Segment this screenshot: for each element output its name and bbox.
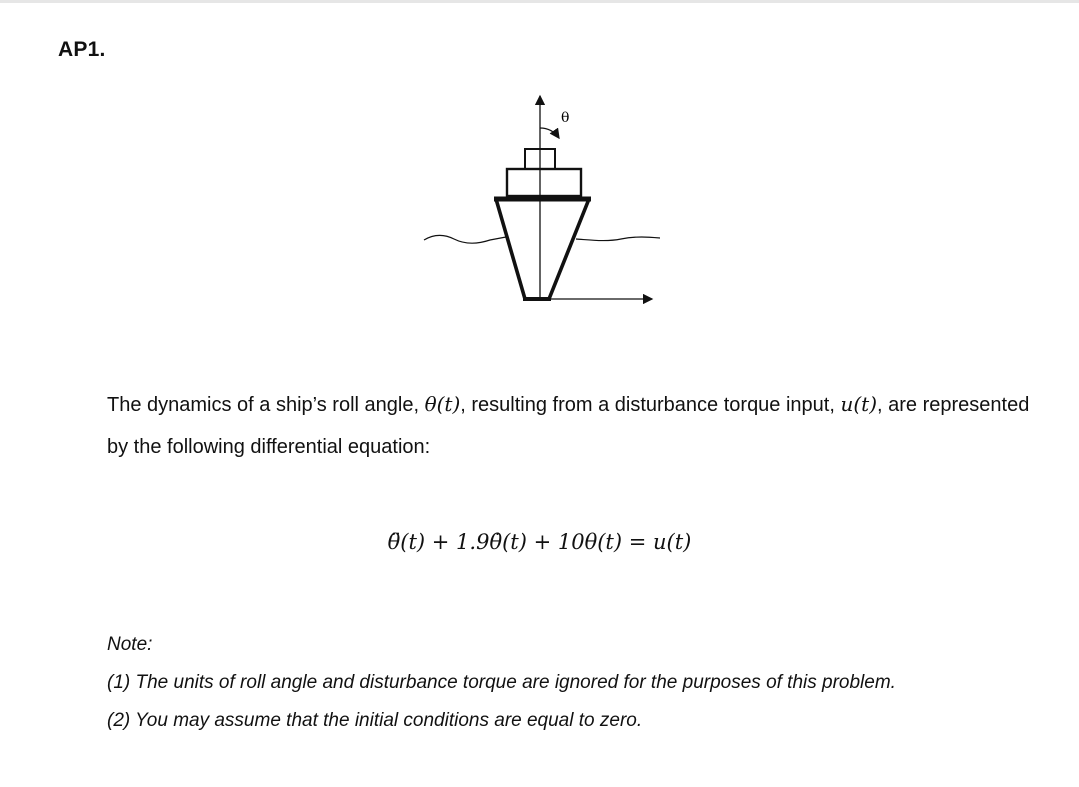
note-item-2: (2) You may assume that the initial conditions are equal to zero. <box>107 710 643 731</box>
problem-label: AP1. <box>58 38 106 61</box>
ship-diagram <box>416 88 666 308</box>
theta-function: θ(t) <box>424 392 461 416</box>
ship-deckhouse <box>507 169 581 196</box>
ship-hull-left <box>496 199 525 299</box>
differential-equation <box>0 530 1079 554</box>
note-heading: Note: <box>107 634 153 655</box>
roll-angle-label: θ <box>561 110 570 126</box>
page-top-rule <box>0 0 1079 3</box>
description-part3: , are represented by the following differential equation: <box>107 394 1030 458</box>
ship-hull-right <box>549 199 589 299</box>
roll-angle-arc <box>540 128 559 138</box>
ship-roll-figure <box>416 88 666 308</box>
problem-description <box>107 383 1047 468</box>
description-part1: The dynamics of a ship’s roll angle, <box>107 394 425 416</box>
water-wave-right <box>576 237 660 241</box>
equation-text: θ̈(t) + 1.9θ̇(t) + 10θ(t) = u(t) <box>387 530 692 554</box>
u-function: u(t) <box>840 392 878 416</box>
water-wave-left <box>424 235 506 243</box>
description-part2: , resulting from a disturbance torque input, <box>460 394 841 416</box>
notes-section <box>107 626 1057 740</box>
note-item-1: (1) The units of roll angle and disturbance torque are ignored for the purposes of this problem. <box>107 672 896 693</box>
